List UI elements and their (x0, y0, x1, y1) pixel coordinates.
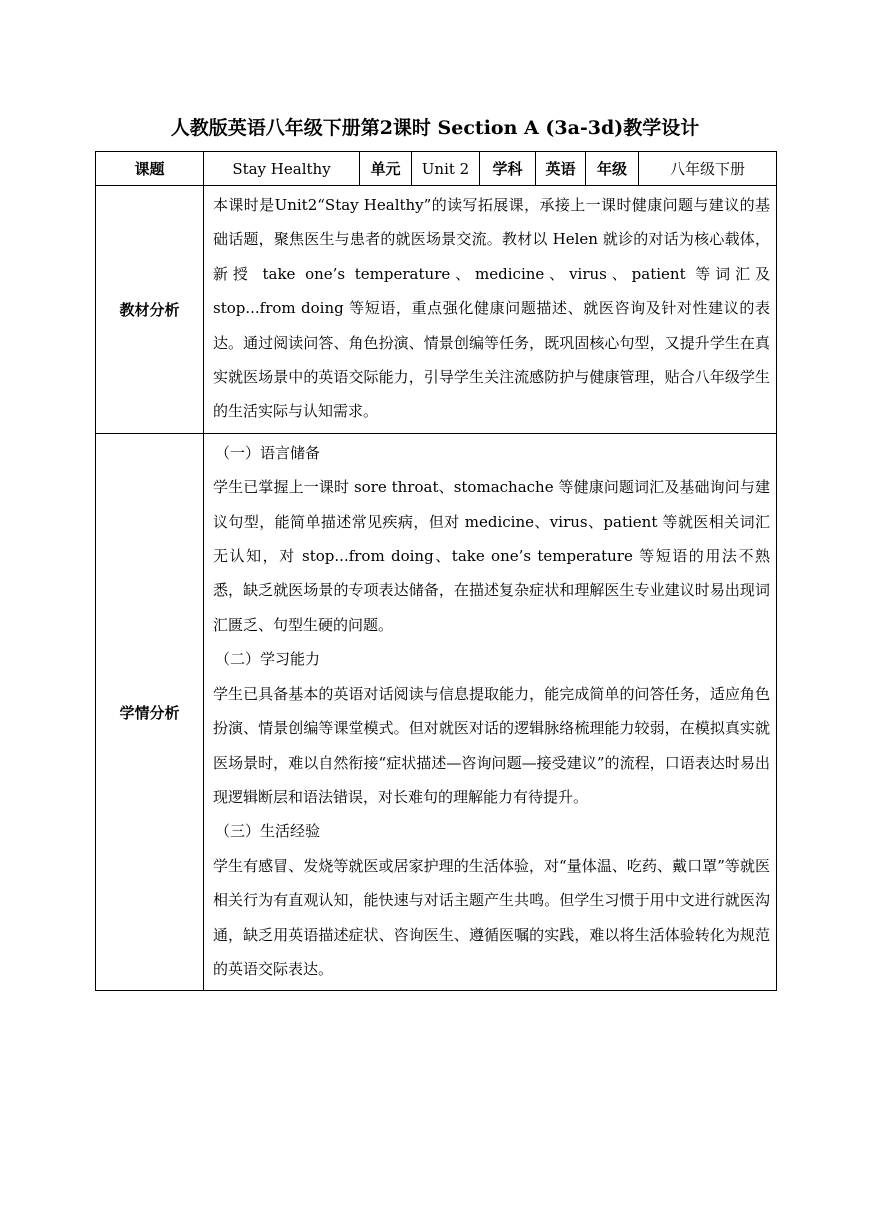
textbook-analysis-label: 教材分析 (96, 186, 204, 434)
unit-value: Unit 2 (412, 152, 480, 186)
topic-label: 课题 (96, 152, 204, 186)
life-experience-heading: （三）生活经验 (215, 822, 321, 841)
subject-label: 学科 (480, 152, 536, 186)
student-analysis-label: 学情分析 (96, 433, 204, 991)
unit-label: 单元 (360, 152, 412, 186)
learning-ability-heading: （二）学习能力 (215, 650, 321, 669)
textbook-analysis-content (204, 186, 777, 434)
student-analysis-content (204, 433, 777, 991)
student-analysis-row (96, 433, 777, 991)
life-experience-text: 学生有感冒、发烧等就医或居家护理的生活体验，对“量体温、吃药、戴口罩”等就医相关行为有直观认知，能快速与对话主题产生共鸣。但学生习惯于用中文进行就医沟通，缺乏用英语描述症状、咨询医生、遵循医嘱的实践，难以将生活体验转化为规范的英语交际表达。 (213, 856, 770, 978)
header-row (96, 152, 777, 186)
language-reserve-heading: （一）语言储备 (215, 443, 321, 462)
document-title: 人教版英语八年级下册第2课时 Section A (3a-3d)教学设计 (170, 117, 700, 139)
grade-label: 年级 (586, 152, 639, 186)
subject-value: 英语 (536, 152, 586, 186)
textbook-analysis-text: 本课时是Unit2“Stay Healthy”的读写拓展课，承接上一课时健康问题与建议的基础话题，聚焦医生与患者的就医场景交流。教材以 Helen 就诊的对话为核心载体，新授 take one’s temperature、medicine、virus、patient 等词汇及 stop...from doing 等短语，重点强化健康问题描述、就医咨询及针对性建议的表达。通过阅读问答、角色扮演、情景创编等任务，既巩固核心句型，又提升学生在真实就医场景中的英语交际能力，引导学生关注流感防护与健康管理，贴合八年级学生的生活实际与认知需求。 (213, 196, 770, 421)
topic-value: Stay Healthy (204, 152, 360, 186)
textbook-analysis-row (96, 186, 777, 434)
grade-value: 八年级下册 (639, 152, 777, 186)
learning-ability-text: 学生已具备基本的英语对话阅读与信息提取能力，能完成简单的问答任务，适应角色扮演、情景创编等课堂模式。但对就医对话的逻辑脉络梳理能力较弱，在模拟真实就医场景时，难以自然衔接“症状描述—咨询问题—接受建议”的流程，口语表达时易出现逻辑断层和语法错误，对长难句的理解能力有待提升。 (213, 684, 770, 806)
language-reserve-text: 学生已掌握上一课时 sore throat、stomachache 等健康问题词汇及基础询问与建议句型，能简单描述常见疾病，但对 medicine、virus、patient 等就医相关词汇无认知，对 stop...from doing、take one’s temperature 等短语的用法不熟悉，缺乏就医场景的专项表达储备，在描述复杂症状和理解医生专业建议时易出现词汇匮乏、句型生硬的问题。 (213, 478, 770, 634)
lesson-plan-table (95, 151, 777, 991)
